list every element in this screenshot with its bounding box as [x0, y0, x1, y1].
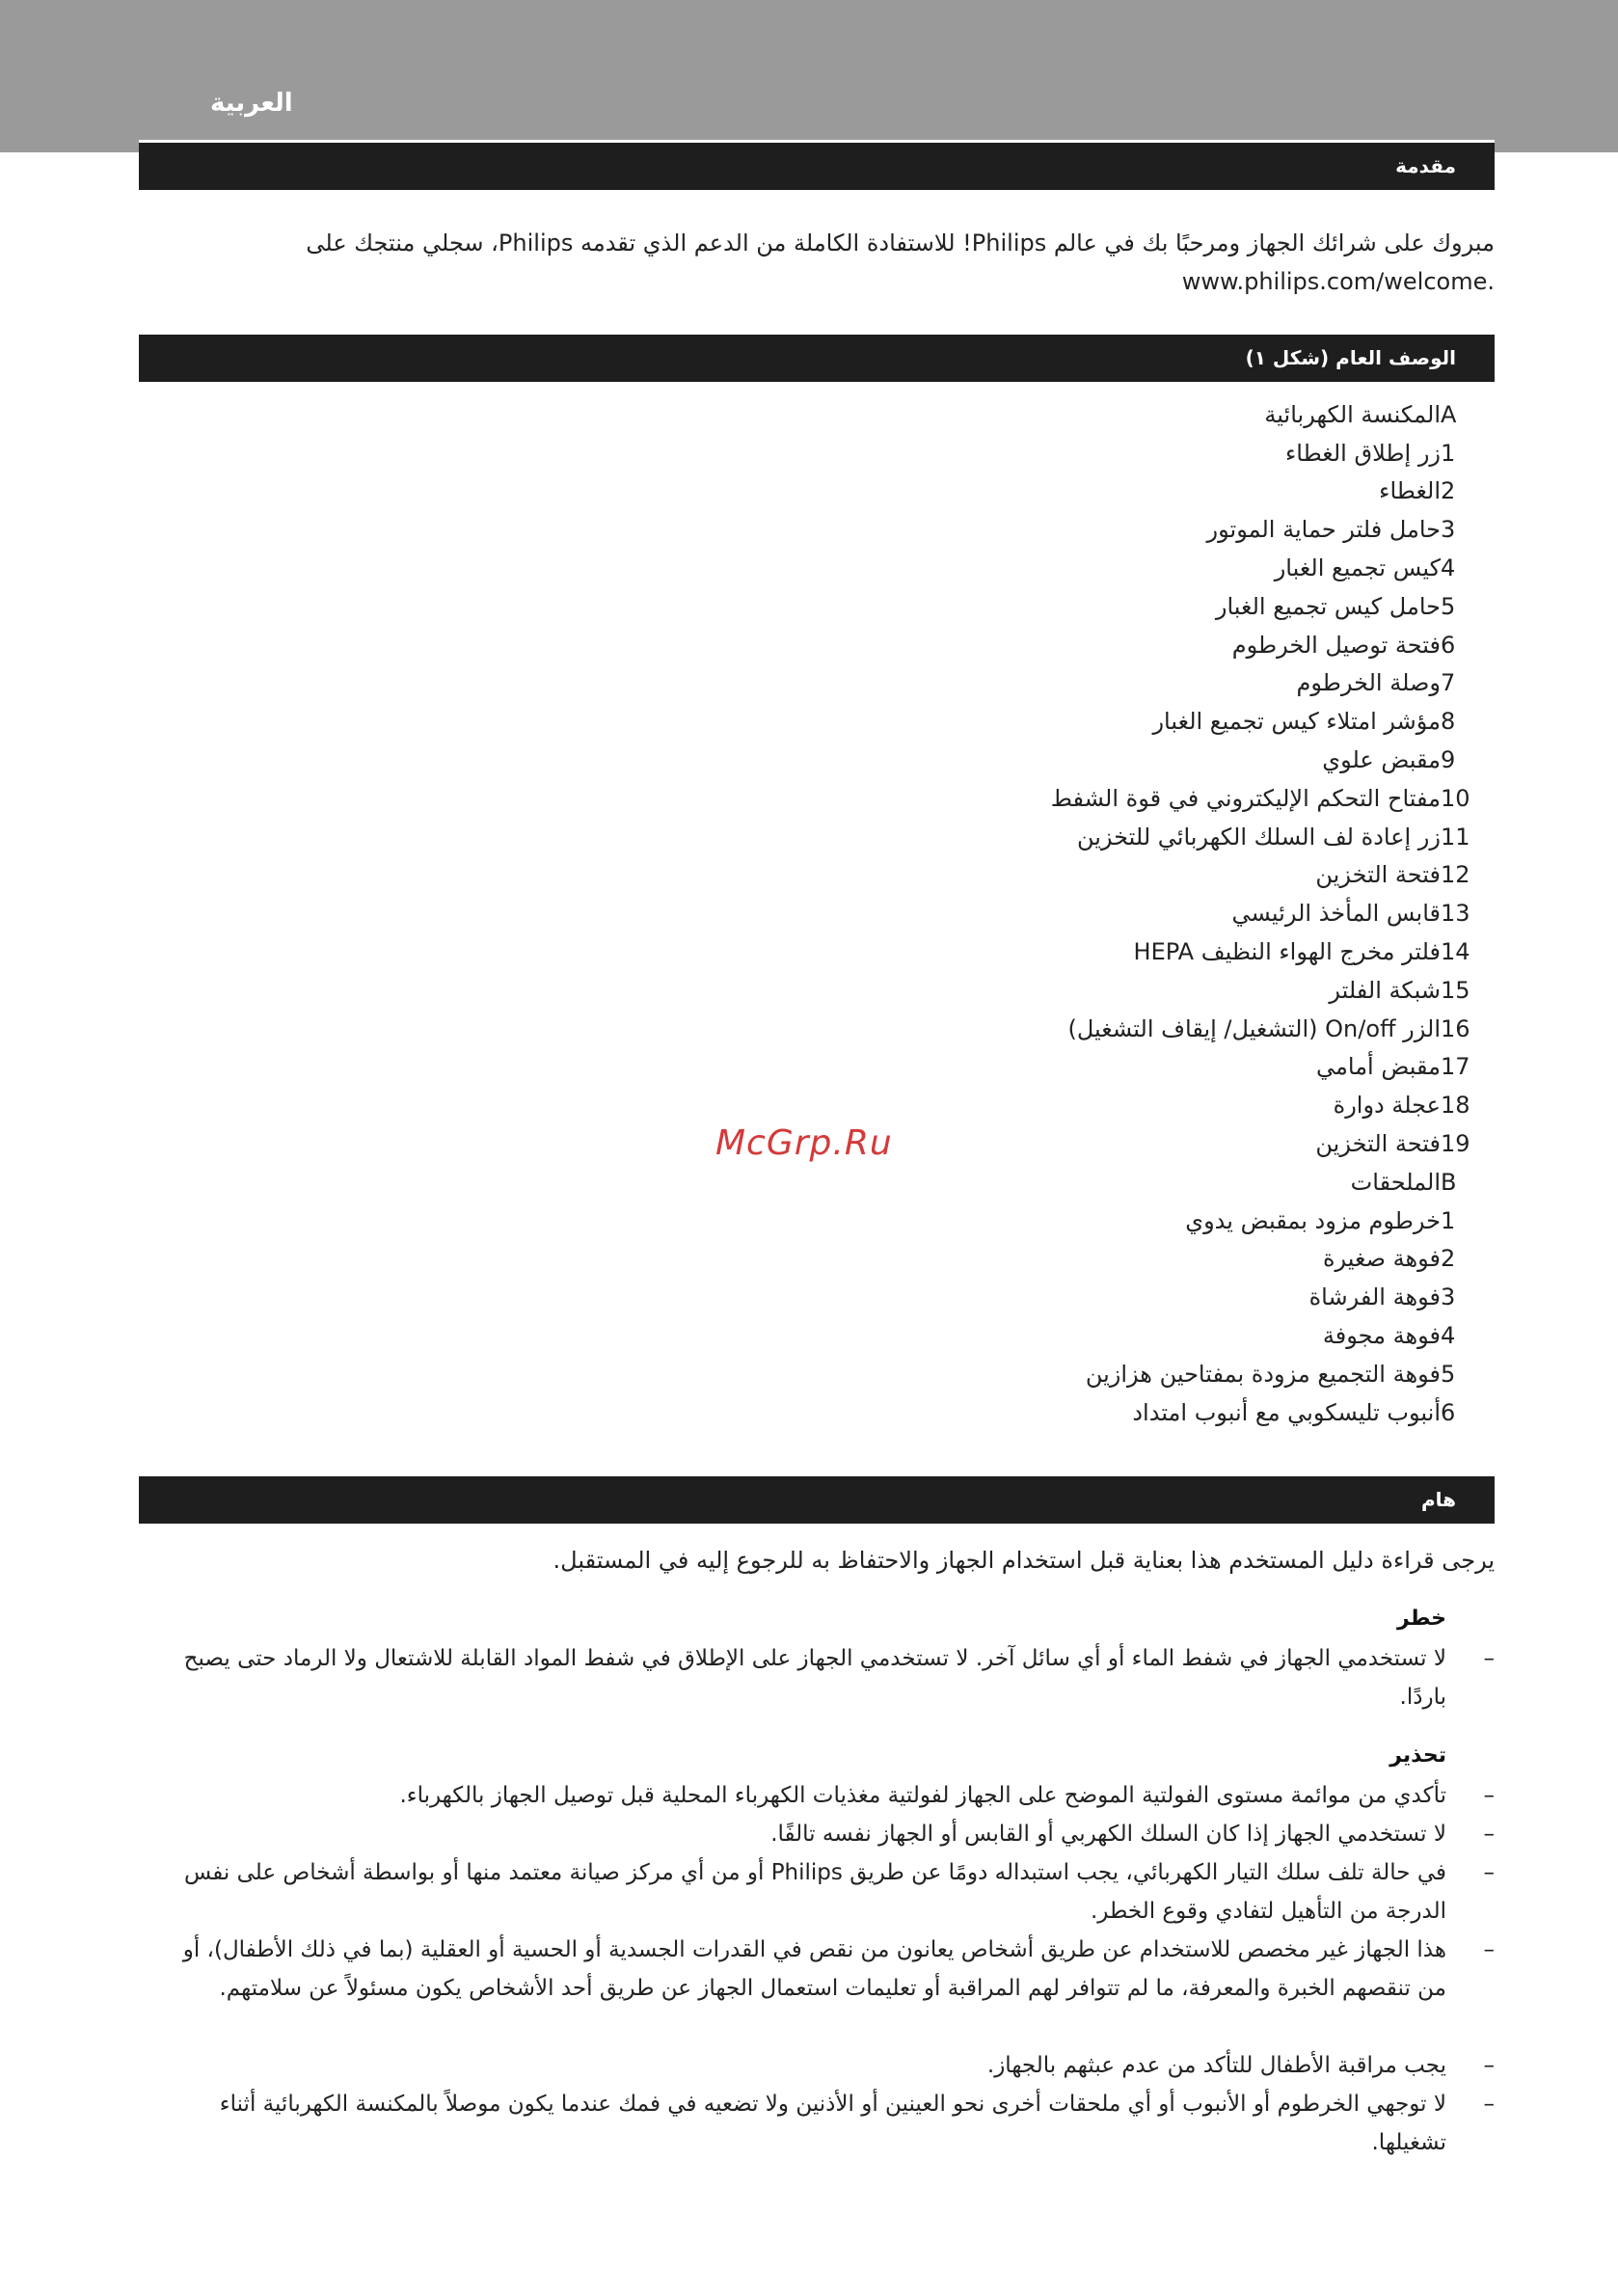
- overview-item-label: مؤشر امتلاء كيس تجميع الغبار: [1152, 708, 1441, 736]
- overview-item-label: الغطاء: [1379, 477, 1441, 505]
- overview-item-number: 16: [1441, 1014, 1470, 1042]
- overview-item-label: زر إطلاق الغطاء: [1285, 439, 1441, 467]
- overview-item: [820, 932, 1495, 971]
- overview-item-label: خرطوم مزود بمقبض يدوي: [1185, 1206, 1441, 1234]
- language-label: العربية: [210, 89, 293, 118]
- overview-item-label: فوهة الفرشاة: [1308, 1283, 1441, 1311]
- overview-item-label: فوهة صغيرة: [1322, 1245, 1441, 1273]
- overview-item: [820, 1202, 1495, 1240]
- overview-item-label: الملحقات: [1350, 1168, 1441, 1196]
- overview-item-number: 12: [1441, 861, 1470, 889]
- overview-item: [820, 1316, 1495, 1355]
- overview-item-label: وصلة الخرطوم: [1296, 669, 1441, 697]
- danger-heading: خطر: [1397, 1607, 1446, 1631]
- overview-item-label: قابس المأخذ الرئيسي: [1231, 900, 1441, 928]
- overview-item-label: حامل كيس تجميع الغبار: [1215, 592, 1441, 620]
- overview-item: [820, 1355, 1495, 1393]
- overview-item-number: 13: [1441, 900, 1470, 928]
- overview-item: [820, 510, 1495, 549]
- overview-item-number: A: [1441, 400, 1457, 428]
- overview-item-number: 3: [1441, 1283, 1456, 1311]
- overview-item-label: مقبض أمامي: [1316, 1053, 1441, 1081]
- overview-item-label: فتحة توصيل الخرطوم: [1231, 631, 1441, 659]
- overview-item: [820, 1240, 1495, 1279]
- overview-item-number: 8: [1441, 708, 1456, 736]
- danger-item: [154, 1639, 1495, 1716]
- overview-item-number: B: [1441, 1168, 1457, 1196]
- warning-item: – تأكدي من موائمة مستوى الفولتية الموضح على الجهاز لفولتية مغذيات الكهرباء المحلية قبل توصيل الجهاز بالكهرباء.: [154, 1776, 1495, 1815]
- overview-item-label: مقبض علوي: [1322, 746, 1441, 774]
- overview-item: [820, 971, 1495, 1010]
- overview-item-number: 15: [1441, 976, 1470, 1004]
- intro-line-2: .www.philips.com/welcome: [1181, 268, 1495, 295]
- overview-item: [820, 587, 1495, 626]
- overview-item: [820, 779, 1495, 818]
- overview-item-label: فوهة مجوفة: [1322, 1322, 1441, 1350]
- overview-item-number: 4: [1441, 554, 1456, 582]
- overview-item: [820, 1393, 1495, 1432]
- overview-item-label: مفتاح التحكم الإليكتروني في قوة الشفط: [1050, 784, 1441, 812]
- overview-item: [820, 434, 1495, 473]
- overview-item: [820, 664, 1495, 703]
- overview-item-label: عجلة دوارة: [1333, 1092, 1441, 1120]
- overview-list: [820, 395, 1495, 1432]
- danger-item-text: لا تستخدمي الجهاز في شفط الماء أو أي سائل آخر. لا تستخدمي الجهاز على الإطلاق في شفط المواد القابلة للاشتعال ولا الرماد حتى يصبح باردًا.: [183, 1646, 1446, 1710]
- overview-item-number: 1: [1441, 439, 1456, 467]
- overview-item-label: فلتر مخرج الهواء النظيف HEPA: [1133, 938, 1441, 966]
- overview-item: [820, 473, 1495, 511]
- overview-item-label: أنبوب تليسكوبي مع أنبوب امتداد: [1132, 1398, 1441, 1426]
- warning-item-text: يجب مراقبة الأطفال للتأكد من عدم عبثهم بالجهاز.: [986, 2053, 1446, 2078]
- overview-item-number: 4: [1441, 1322, 1456, 1350]
- overview-item-number: 9: [1441, 746, 1456, 774]
- overview-item-number: 7: [1441, 669, 1456, 697]
- overview-item-number: 3: [1441, 516, 1456, 544]
- overview-item-number: 6: [1441, 631, 1456, 659]
- overview-item-number: 1: [1441, 1206, 1456, 1234]
- warning-item-text: هذا الجهاز غير مخصص للاستخدام عن طريق أشخاص يعانون من نقص في القدرات الجسدية أو الحسية أو العقلية (بما في ذلك الأطفال)، أو من تنقصهم الخبرة والمعرفة، ما لم تتوافر لهم المراقبة أو تعليمات استعمال الجهاز عن طريق أحد الأشخاص يكون مسئولاً عن سلامتهم.: [182, 1937, 1446, 2001]
- warning-item: – هذا الجهاز غير مخصص للاستخدام عن طريق أشخاص يعانون من نقص في القدرات الجسدية أو الحسية أو العقلية (بما في ذلك الأطفال)، أو من تنقصهم الخبرة والمعرفة، ما لم تتوافر لهم المراقبة أو تعليمات استعمال الجهاز عن طريق أحد الأشخاص يكون مسئولاً عن سلامتهم.: [154, 1931, 1495, 2008]
- warning-item-text: لا توجهي الخرطوم أو الأنبوب أو أي ملحقات أخرى نحو العينين أو الأذنين ولا تضعيه في فمك عندما يكون موصلاً بالمكنسة الكهربائية أثناء تشغيلها.: [219, 2092, 1446, 2155]
- intro-paragraph: [135, 224, 1495, 301]
- overview-item-label: حامل فلتر حماية الموتور: [1206, 516, 1441, 544]
- header-band: [0, 0, 1618, 152]
- overview-item: [820, 818, 1495, 856]
- section-overview-title: الوصف العام (شكل ١): [139, 335, 1495, 382]
- overview-item-label: فتحة التخزين: [1315, 1130, 1441, 1158]
- bullet-dash: –: [1483, 1646, 1495, 1671]
- overview-item-number: 6: [1441, 1398, 1456, 1426]
- overview-item-number: 18: [1441, 1092, 1470, 1120]
- overview-item-number: 17: [1441, 1053, 1470, 1081]
- overview-item: [820, 856, 1495, 895]
- important-lead: يرجى قراءة دليل المستخدم هذا بعناية قبل استخدام الجهاز والاحتفاظ به للرجوع إليه في المستقبل.: [553, 1547, 1495, 1574]
- overview-item: [820, 1278, 1495, 1316]
- overview-item: [820, 395, 1495, 434]
- overview-item-label: فتحة التخزين: [1315, 861, 1441, 889]
- overview-item-label: الزر On/off (التشغيل/ إيقاف التشغيل): [1067, 1014, 1441, 1042]
- warning-item-text: في حالة تلف سلك التيار الكهربائي، يجب استبداله دومًا عن طريق Philips أو من أي مركز صيانة معتمد منها أو بواسطة أشخاص على نفس الدرجة من التأهيل لتفادي وقوع الخطر.: [183, 1860, 1446, 1924]
- warning-item: – يجب مراقبة الأطفال للتأكد من عدم عبثهم بالجهاز.: [154, 2046, 1495, 2085]
- warning-heading: تحذير: [1389, 1743, 1446, 1768]
- overview-item: [820, 626, 1495, 664]
- overview-item: [820, 1124, 1495, 1163]
- overview-item-label: زر إعادة لف السلك الكهربائي للتخزين: [1076, 823, 1441, 851]
- overview-item: [820, 1010, 1495, 1048]
- overview-item-label: المكنسة الكهربائية: [1264, 400, 1441, 428]
- overview-item-number: 19: [1441, 1130, 1470, 1158]
- overview-item: [820, 1048, 1495, 1087]
- overview-item-number: 2: [1441, 1245, 1456, 1273]
- warning-item: – لا توجهي الخرطوم أو الأنبوب أو أي ملحقات أخرى نحو العينين أو الأذنين ولا تضعيه في فمك عندما يكون موصلاً بالمكنسة الكهربائية أثناء تشغيلها.: [154, 2085, 1495, 2162]
- warning-item: – في حالة تلف سلك التيار الكهربائي، يجب استبداله دومًا عن طريق Philips أو من أي مركز صيانة معتمد منها أو بواسطة أشخاص على نفس الدرجة من التأهيل لتفادي وقوع الخطر.: [154, 1853, 1495, 1931]
- overview-item: [820, 549, 1495, 587]
- overview-item: [820, 1163, 1495, 1202]
- section-important-title: هام: [139, 1476, 1495, 1524]
- warning-item-text: لا تستخدمي الجهاز إذا كان السلك الكهربي أو القابس أو الجهاز نفسه تالفًا.: [770, 1822, 1446, 1847]
- warning-item-text: تأكدي من موائمة مستوى الفولتية الموضح على الجهاز لفولتية مغذيات الكهرباء المحلية قبل توصيل الجهاز بالكهرباء.: [399, 1783, 1446, 1808]
- overview-item-number: 5: [1441, 592, 1456, 620]
- overview-item-label: كيس تجميع الغبار: [1274, 554, 1441, 582]
- warning-item: – لا تستخدمي الجهاز إذا كان السلك الكهربي أو القابس أو الجهاز نفسه تالفًا.: [154, 1815, 1495, 1853]
- watermark: McGrp.Ru: [715, 1123, 893, 1163]
- overview-item-number: 11: [1441, 823, 1470, 851]
- overview-item-label: فوهة التجميع مزودة بمفتاحين هزازين: [1085, 1360, 1441, 1388]
- overview-item: [820, 1086, 1495, 1124]
- overview-item-number: 14: [1441, 938, 1470, 966]
- overview-item-number: 2: [1441, 477, 1456, 505]
- overview-item: [820, 741, 1495, 779]
- section-intro-title: مقدمة: [139, 143, 1495, 190]
- overview-item-label: شبكة الفلتر: [1329, 976, 1441, 1004]
- intro-line-1: مبروك على شرائك الجهاز ومرحبًا بك في عالم Philips! للاستفادة الكاملة من الدعم الذي تقدمه Philips، سجلي منتجك على: [306, 230, 1495, 257]
- overview-item-number: 10: [1441, 784, 1470, 812]
- overview-item-number: 5: [1441, 1360, 1456, 1388]
- overview-item: [820, 894, 1495, 932]
- overview-item: [820, 702, 1495, 741]
